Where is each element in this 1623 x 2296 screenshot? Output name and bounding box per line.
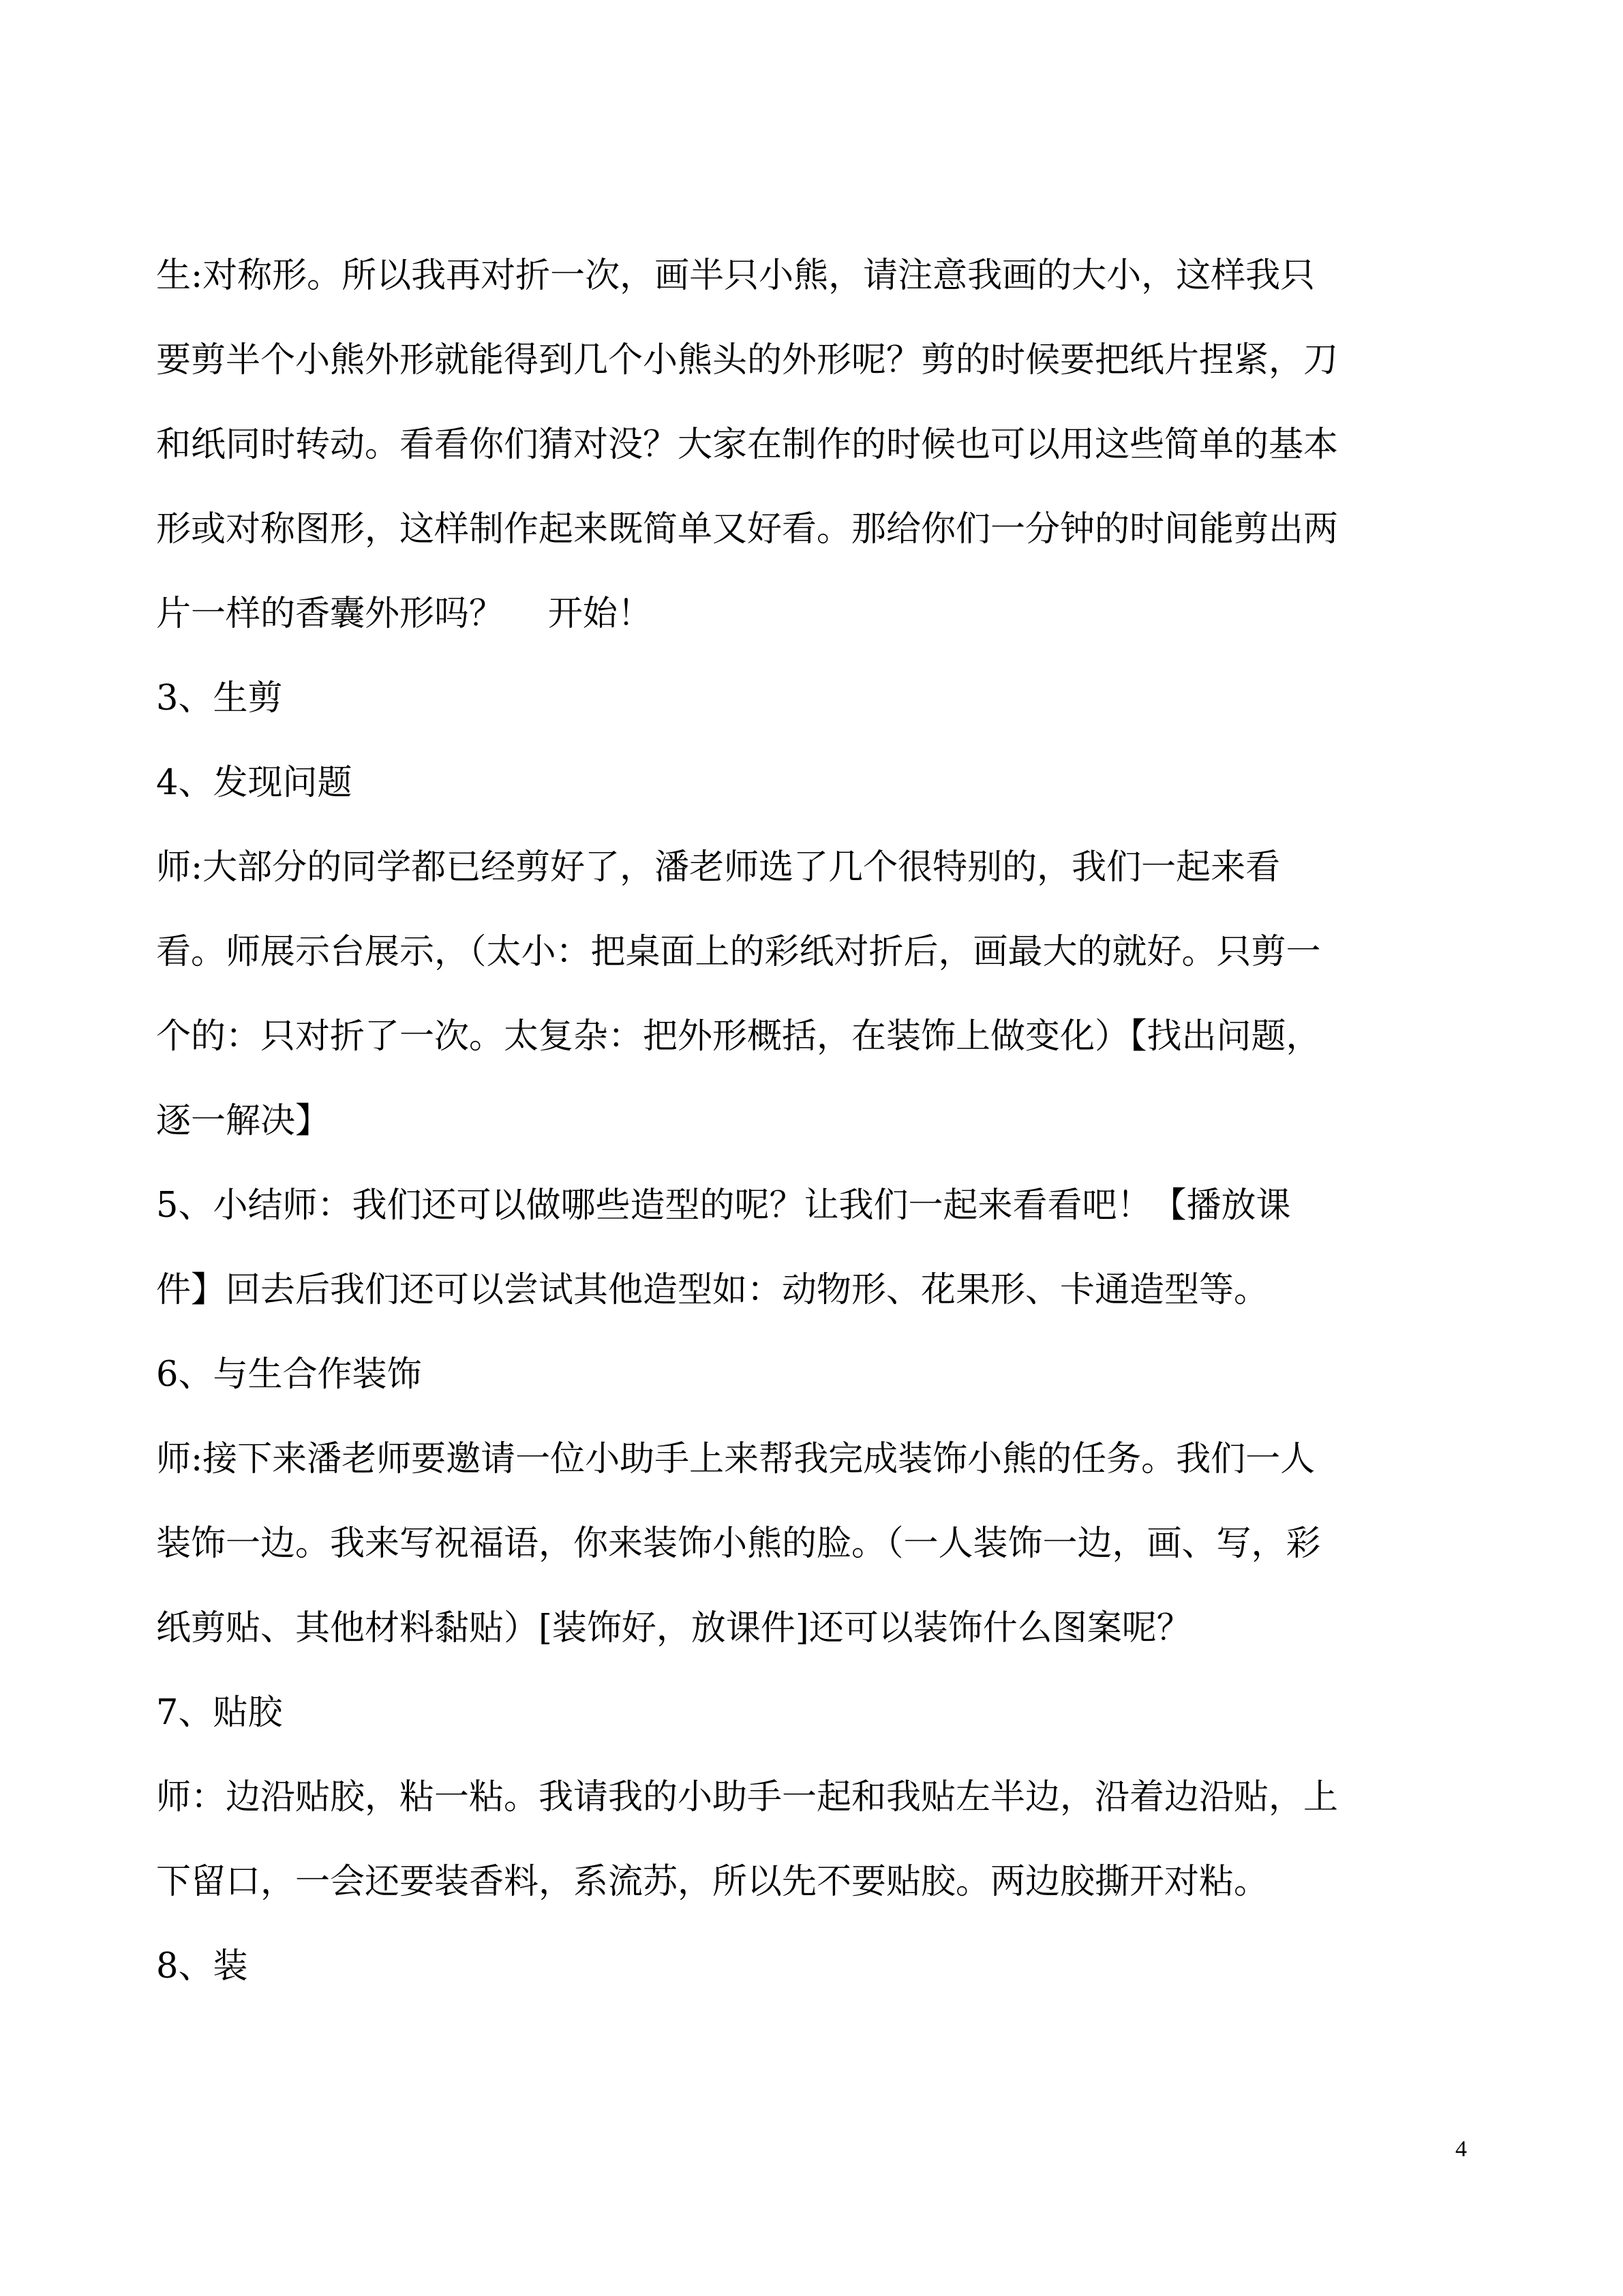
section-heading: 6、与生合作装饰 — [156, 1355, 422, 1395]
text-line: 和纸同时转动。看看你们猜对没？大家在制作的时候也可以用这些简单的基本 — [156, 425, 1339, 465]
section-heading: 8、装 — [156, 1946, 248, 1987]
section-heading: 5、小结师：我们还可以做哪些造型的呢？让我们一起来看看吧！【播放课 — [156, 1185, 1291, 1226]
text-line: 个的：只对折了一次。太复杂：把外形概括，在装饰上做变化）【找出问题， — [156, 1016, 1321, 1057]
section-heading: 3、生剪 — [156, 678, 283, 719]
text-line: 下留口，一会还要装香料，系流苏，所以先不要贴胶。两边胶撕开对粘。 — [156, 1862, 1269, 1902]
text-line: 逐一解决】 — [156, 1101, 331, 1141]
text-line: 看。师展示台展示，（太小：把桌面上的彩纸对折后，画最大的就好。只剪一 — [156, 932, 1321, 972]
text-line: 件】回去后我们还可以尝试其他造型如：动物形、花果形、卡通造型等。 — [156, 1270, 1269, 1310]
text-line: 片一样的香囊外形吗？ 开始！ — [156, 594, 652, 634]
text-line: 装饰一边。我来写祝福语，你来装饰小熊的脸。（一人装饰一边，画、写，彩 — [156, 1524, 1321, 1564]
section-heading: 4、发现问题 — [156, 763, 352, 803]
text-line: 师:接下来潘老师要邀请一位小助手上来帮我完成装饰小熊的任务。我们一人 — [156, 1439, 1316, 1479]
text-line: 师：边沿贴胶，粘一粘。我请我的小助手一起和我贴左半边，沿着边沿贴，上 — [156, 1777, 1339, 1817]
section-heading: 7、贴胶 — [156, 1693, 283, 1733]
text-line: 形或对称图形，这样制作起来既简单又好看。那给你们一分钟的时间能剪出两 — [156, 509, 1339, 549]
text-line: 纸剪贴、其他材料黏贴）[装饰好，放课件]还可以装饰什么图案呢？ — [156, 1608, 1192, 1648]
page-number: 4 — [1455, 2136, 1467, 2162]
text-line: 要剪半个小熊外形就能得到几个小熊头的外形呢？剪的时候要把纸片捏紧，刀 — [156, 340, 1339, 380]
text-line: 生:对称形。所以我再对折一次，画半只小熊，请注意我画的大小，这样我只 — [156, 256, 1316, 296]
text-line: 师:大部分的同学都已经剪好了，潘老师选了几个很特别的，我们一起来看 — [156, 847, 1281, 888]
